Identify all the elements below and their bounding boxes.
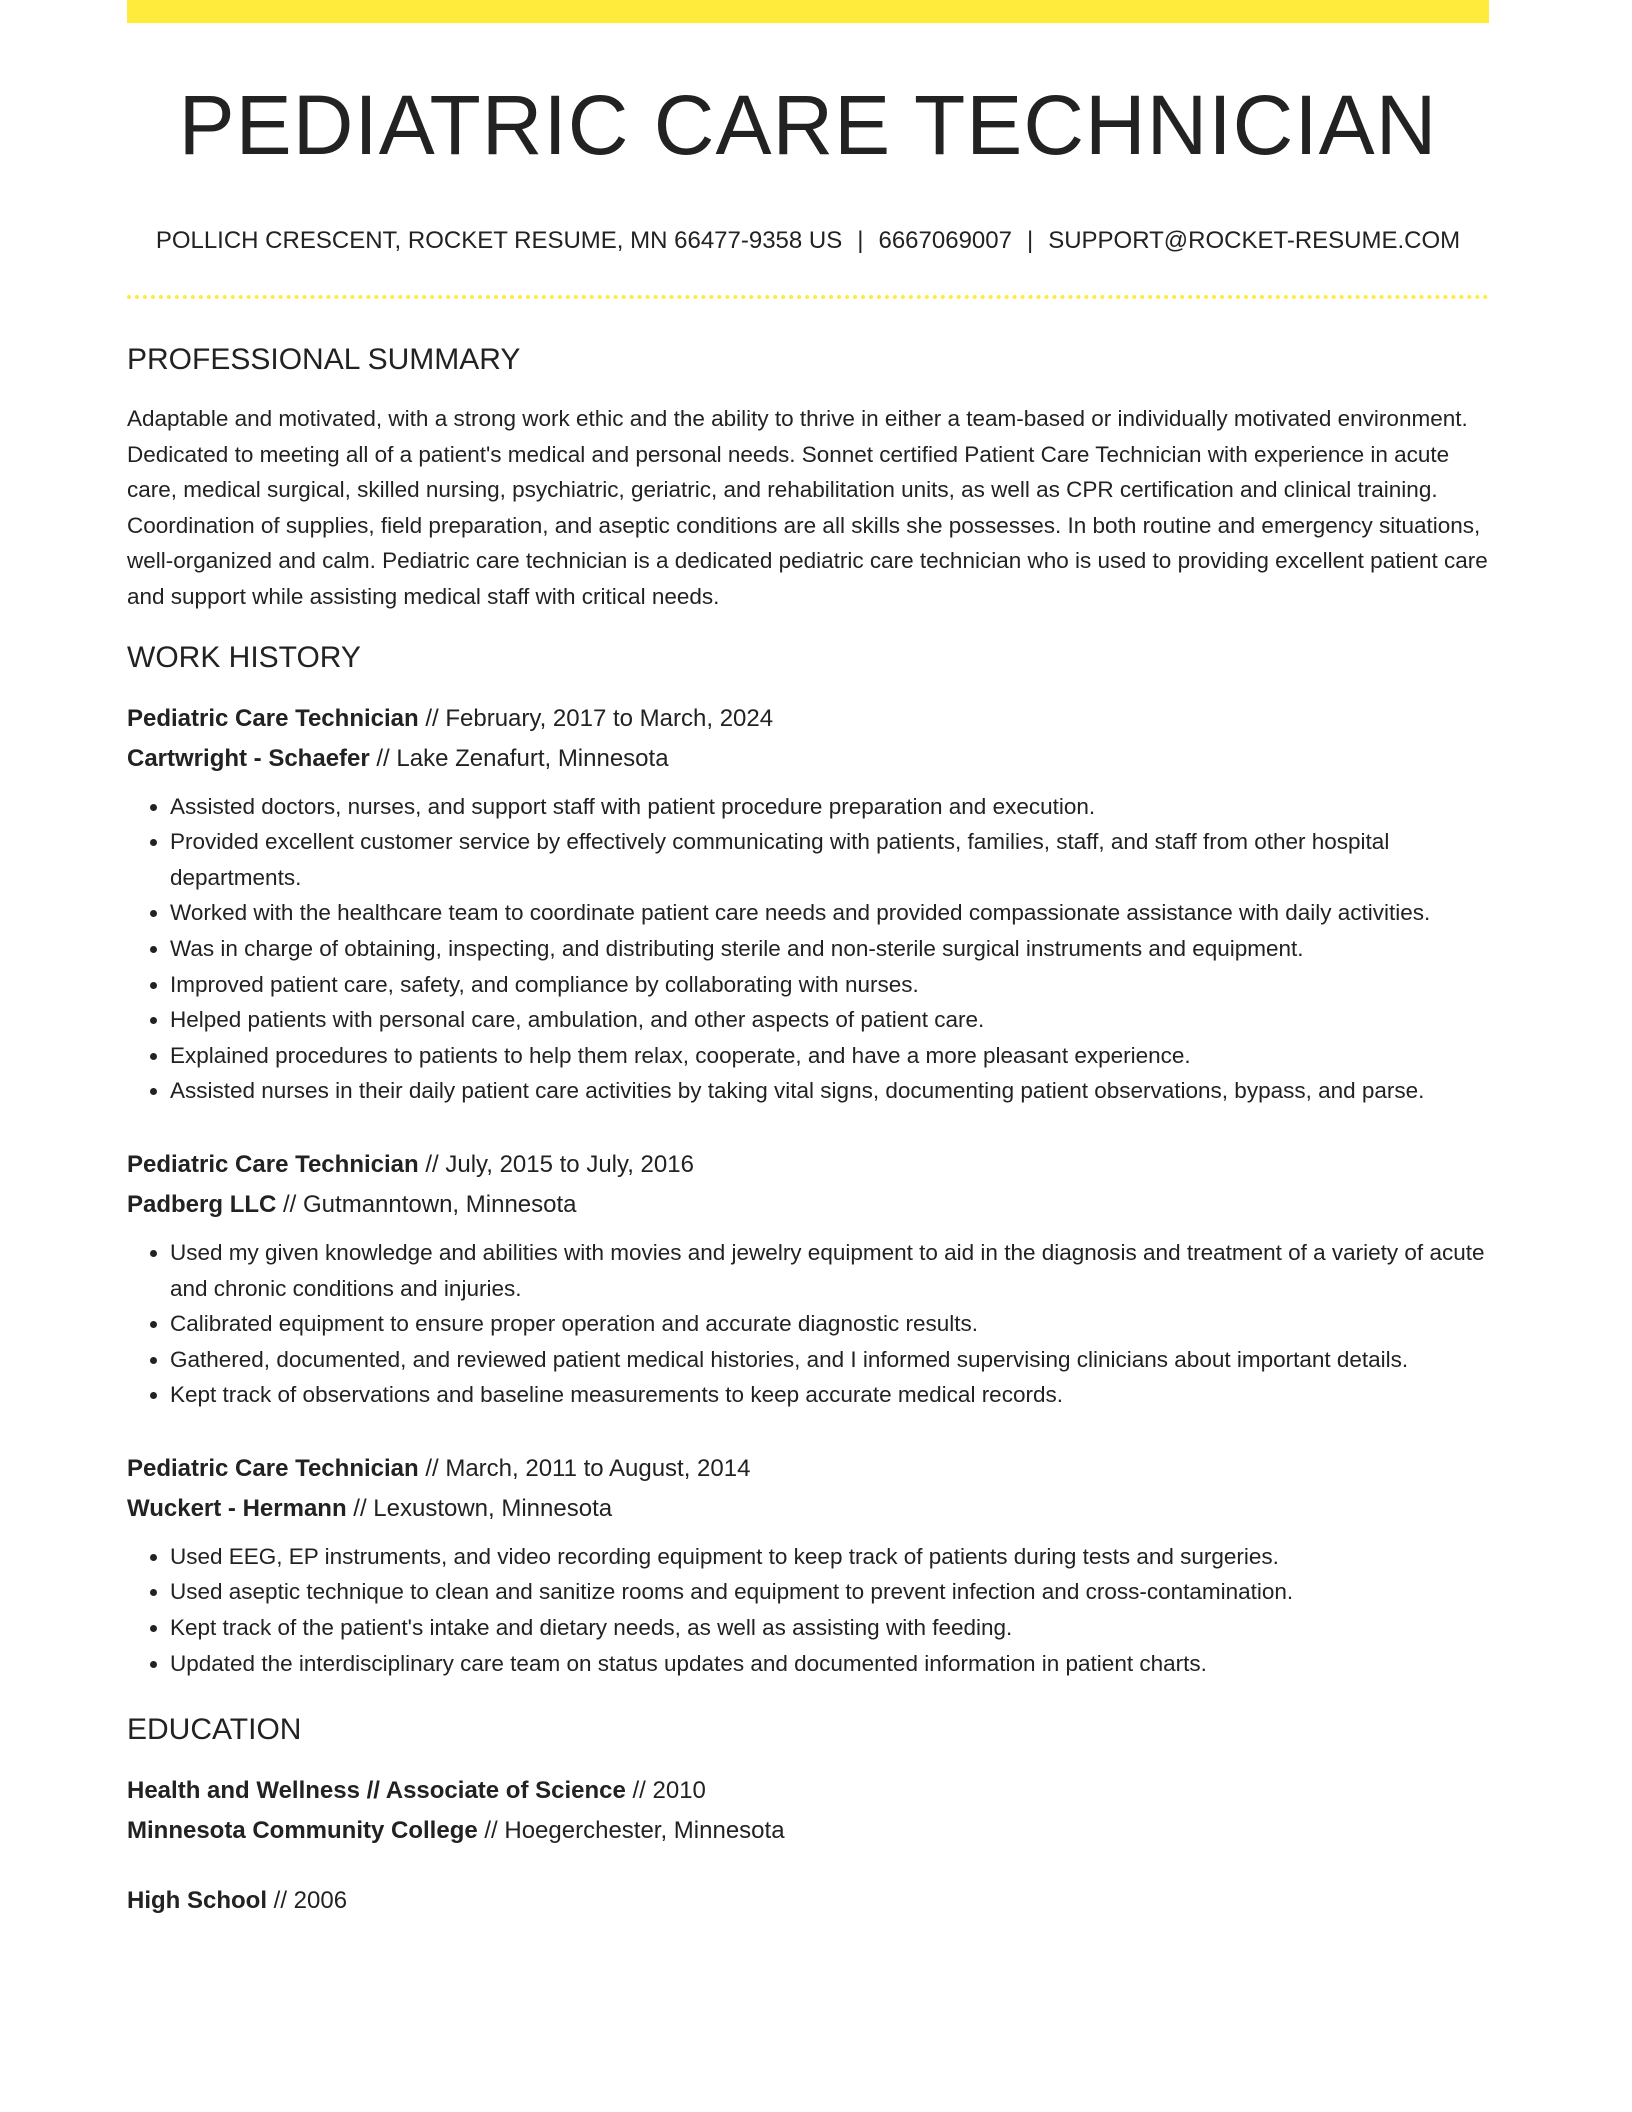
job-bullet-list (127, 1235, 1489, 1413)
contact-email: SUPPORT@ROCKET-RESUME.COM (1048, 227, 1461, 254)
education-school-line (127, 1811, 1489, 1851)
job-dates: // July, 2015 to July, 2016 (418, 1150, 694, 1178)
job-bullet: • Kept track of the patient's intake and dietary needs, as well as assisting with feeding. (170, 1610, 1489, 1646)
job-bullet: • Used my given knowledge and abilities with movies and jewelry equipment to aid in the diagnosis and treatment of a variety of acute and chronic conditions and injuries. (170, 1235, 1489, 1306)
education-degree: Health and Wellness // Associate of Science (127, 1777, 626, 1805)
job-role: Pediatric Care Technician (127, 1150, 419, 1178)
education-location: // Hoegerchester, Minnesota (477, 1817, 785, 1845)
job-bullet: • Kept track of observations and baseline measurements to keep accurate medical records. (170, 1377, 1489, 1413)
job-bullet-list (127, 1539, 1489, 1681)
job-bullet: • Was in charge of obtaining, inspecting, and distributing sterile and non-sterile surgical instruments and equipment. (170, 931, 1489, 967)
education-entry (127, 1771, 1489, 1851)
job-role: Pediatric Care Technician (127, 1454, 419, 1482)
education-degree: High School (127, 1887, 267, 1915)
job-dates: // March, 2011 to August, 2014 (418, 1454, 751, 1482)
dotted-divider (127, 295, 1489, 299)
job-entry (127, 1449, 1489, 1681)
contact-separator: | (857, 227, 864, 254)
education-degree-line (127, 1771, 1489, 1811)
job-company: Cartwright - Schaefer (127, 744, 370, 772)
job-bullet: • Worked with the healthcare team to coordinate patient care needs and provided compassionate assistance with daily activities. (170, 895, 1489, 931)
contact-line (127, 229, 1489, 253)
education-heading: EDUCATION (127, 1713, 302, 1747)
job-entry (127, 699, 1489, 1109)
job-bullet: • Used EEG, EP instruments, and video recording equipment to keep track of patients during tests and surgeries. (170, 1539, 1489, 1575)
summary-text: Adaptable and motivated, with a strong work ethic and the ability to thrive in either a team-based or individually motivated environment. Dedicated to meeting all of a patient's medical and personal needs. Sonnet certified Patient Care Technician with experience in acute care, medical surgical, skilled nursing, psychiatric, geriatric, and rehabilitation units, as well as CPR certification and clinical training. Coordination of supplies, field preparation, and aseptic conditions are all skills she possesses. In both routine and emergency situations, well-organized and calm. Pediatric care technician is a dedicated pediatric care technician who is used to providing excellent patient care and support while assisting medical staff with critical needs. (127, 406, 1488, 609)
contact-address: POLLICH CRESCENT, ROCKET RESUME, MN 66477-9358 US (155, 227, 843, 254)
job-location: // Gutmanntown, Minnesota (276, 1190, 577, 1218)
job-role-line (127, 1449, 1489, 1489)
education-school: Minnesota Community College (127, 1817, 478, 1845)
job-entry (127, 1145, 1489, 1413)
contact-phone: 6667069007 (878, 227, 1012, 254)
job-role-line (127, 1145, 1489, 1185)
education-entry (127, 1881, 1489, 1921)
job-company: Wuckert - Hermann (127, 1494, 347, 1522)
job-company: Padberg LLC (127, 1190, 277, 1218)
job-bullet: • Calibrated equipment to ensure proper operation and accurate diagnostic results. (170, 1306, 1489, 1342)
job-company-line (127, 1185, 1489, 1225)
job-bullet: • Assisted doctors, nurses, and support staff with patient procedure preparation and execution. (170, 789, 1489, 825)
job-bullet: • Updated the interdisciplinary care team on status updates and documented information in patient charts. (170, 1646, 1489, 1682)
work-history-heading: WORK HISTORY (127, 640, 361, 674)
resume-page (127, 0, 1489, 1921)
job-bullet: • Gathered, documented, and reviewed patient medical histories, and I informed supervising clinicians about important details. (170, 1342, 1489, 1378)
job-location: // Lexustown, Minnesota (346, 1494, 613, 1522)
job-bullet: • Assisted nurses in their daily patient care activities by taking vital signs, documenting patient observations, bypass, and parse. (170, 1073, 1489, 1109)
resume-title: PEDIATRIC CARE TECHNICIAN (178, 78, 1438, 172)
job-company-line (127, 1489, 1489, 1529)
education-degree-line (127, 1881, 1489, 1921)
accent-top-bar (127, 0, 1489, 23)
job-dates: // February, 2017 to March, 2024 (418, 704, 774, 732)
job-bullet: • Provided excellent customer service by effectively communicating with patients, families, staff, and staff from other hospital departments. (170, 824, 1489, 895)
job-company-line (127, 739, 1489, 779)
job-bullet: • Improved patient care, safety, and compliance by collaborating with nurses. (170, 967, 1489, 1003)
job-role-line (127, 699, 1489, 739)
job-bullet: • Helped patients with personal care, ambulation, and other aspects of patient care. (170, 1002, 1489, 1038)
contact-separator: | (1026, 227, 1034, 254)
education-year: // 2006 (267, 1887, 348, 1915)
job-location: // Lake Zenafurt, Minnesota (369, 744, 669, 772)
job-bullet: • Used aseptic technique to clean and sanitize rooms and equipment to prevent infection and cross-contamination. (170, 1574, 1489, 1610)
education-year: // 2010 (625, 1777, 706, 1805)
job-role: Pediatric Care Technician (127, 704, 419, 732)
job-bullet-list (127, 789, 1489, 1109)
job-bullet: • Explained procedures to patients to help them relax, cooperate, and have a more pleasant experience. (170, 1038, 1489, 1074)
summary-heading: PROFESSIONAL SUMMARY (127, 343, 521, 376)
